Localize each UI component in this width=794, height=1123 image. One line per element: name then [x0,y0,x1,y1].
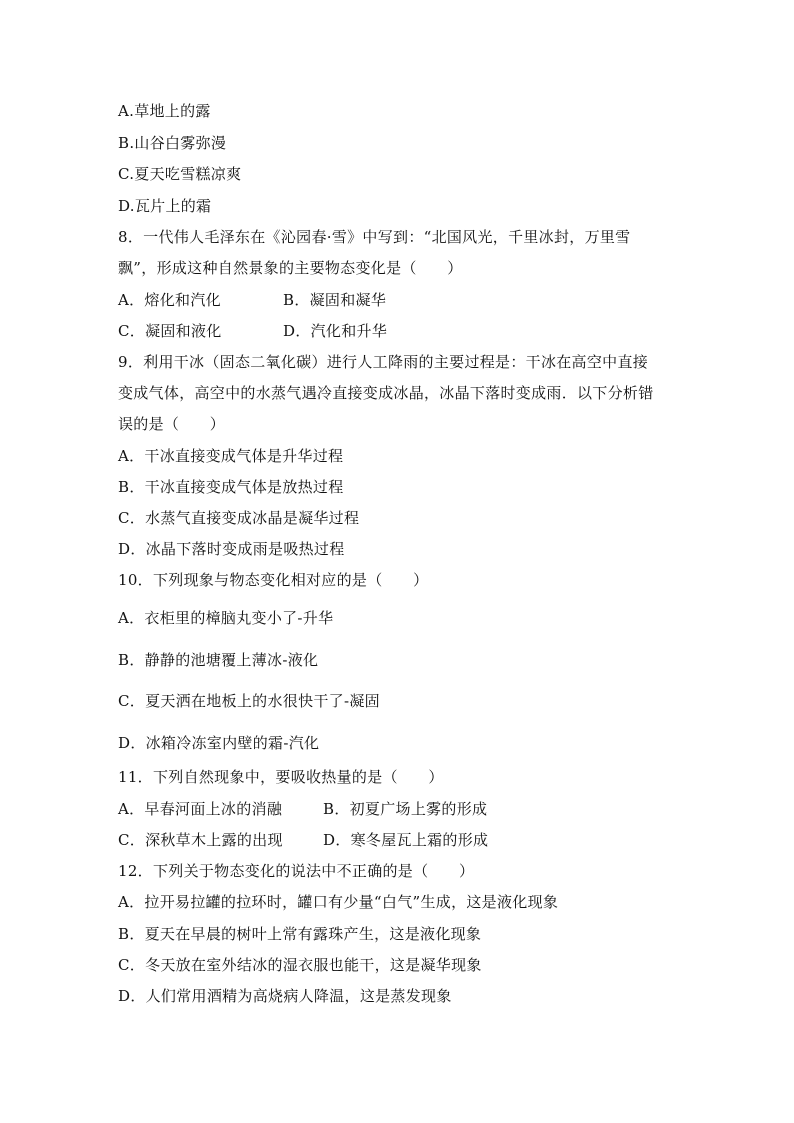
q11-option-c: C．深秋草木上露的出现 [118,831,283,849]
q9-stem-line-2: 变成气体，高空中的水蒸气遇冷直接变成冰晶，冰晶下落时变成雨．以下分析错 [118,384,654,402]
q7-option-a: A.草地上的露 [118,102,211,120]
q9-option-c: C．水蒸气直接变成冰晶是凝华过程 [118,509,360,527]
q8-option-a: A．熔化和汽化 [118,291,221,309]
q8-option-d: D．汽化和升华 [283,322,388,340]
q10-option-b: B．静静的池塘覆上薄冰-液化 [118,651,319,669]
q7-option-d: D.瓦片上的霜 [118,197,212,215]
q12-option-c: C．冬天放在室外结冰的湿衣服也能干，这是凝华现象 [118,956,482,974]
q9-option-d: D．冰晶下落时变成雨是吸热过程 [118,540,345,558]
q11-option-a: A．早春河面上冰的消融 [118,800,283,818]
q8-stem-line-1: 8．一代伟人毛泽东在《沁园春·雪》中写到：“北国风光，千里冰封，万里雪 [118,228,631,246]
q12-option-b: B．夏天在早晨的树叶上常有露珠产生，这是液化现象 [118,925,482,943]
q12-option-a: A．拉开易拉罐的拉环时，罐口有少量“白气”生成，这是液化现象 [118,893,559,911]
q12-option-d: D．人们常用酒精为高烧病人降温，这是蒸发现象 [118,987,452,1005]
q10-option-d: D．冰箱冷冻室内壁的霜-汽化 [118,734,320,752]
q7-option-c: C.夏天吃雪糕凉爽 [118,165,242,183]
q9-option-b: B．干冰直接变成气体是放热过程 [118,478,344,496]
q8-option-b: B．凝固和凝华 [283,291,387,309]
q8-stem-line-2: 飘”，形成这种自然景象的主要物态变化是（ ） [118,259,463,277]
q9-stem-line-1: 9．利用干冰（固态二氧化碳）进行人工降雨的主要过程是：干冰在高空中直接 [118,353,649,371]
q11-option-b: B．初夏广场上雾的形成 [323,800,488,818]
q7-option-b: B.山谷白雾弥漫 [118,134,227,152]
q8-option-c: C．凝固和液化 [118,322,222,340]
q11-option-d: D．寒冬屋瓦上霜的形成 [323,831,489,849]
q10-stem: 10．下列现象与物态变化相对应的是（ ） [118,571,429,589]
q9-option-a: A．干冰直接变成气体是升华过程 [118,447,344,465]
q11-stem: 11．下列自然现象中，要吸收热量的是（ ） [118,768,444,786]
q12-stem: 12．下列关于物态变化的说法中不正确的是（ ） [118,862,475,880]
q10-option-c: C．夏天洒在地板上的水很快干了-凝固 [118,692,380,710]
q10-option-a: A．衣柜里的樟脑丸变小了-升华 [118,609,334,627]
q9-stem-line-3: 误的是（ ） [118,415,226,433]
